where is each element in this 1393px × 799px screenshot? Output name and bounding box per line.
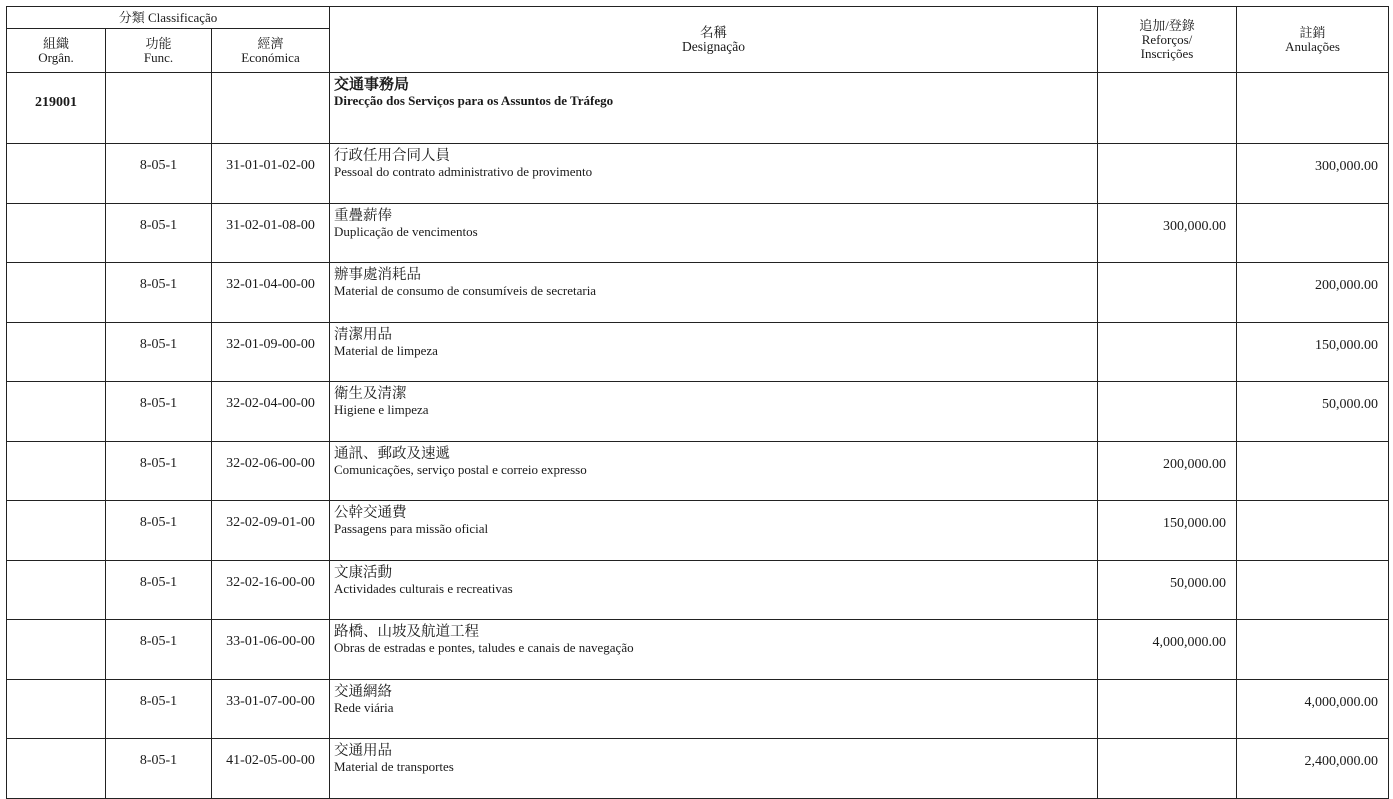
table-row: [7, 203, 1389, 263]
reinforcement-amount: 150,000.00: [1098, 501, 1237, 561]
economic-code: 31-02-01-08-00: [212, 203, 330, 263]
designation-pt: Material de transportes: [334, 759, 454, 774]
economic-code: 32-02-09-01-00: [212, 501, 330, 561]
designation-cell: [330, 263, 1098, 323]
functional-code: 8-05-1: [106, 441, 212, 501]
annulment-amount: 300,000.00: [1237, 144, 1389, 204]
designation-zh: 交通網絡: [334, 683, 392, 700]
reinforcement-amount: [1098, 382, 1237, 442]
organisation-name-zh: 交通事務局: [334, 77, 410, 93]
designation-zh: 路橋、山坡及航道工程: [334, 624, 479, 640]
organisation-name-pt: Direcção dos Serviços para os Assuntos de Tráfego: [334, 93, 614, 108]
functional-header: 功能 Func.: [106, 29, 212, 73]
organic-code: 219001: [7, 73, 106, 144]
functional-code: 8-05-1: [106, 739, 212, 799]
annulment-amount: 200,000.00: [1237, 263, 1389, 323]
functional-code: 8-05-1: [106, 144, 212, 204]
economic-header: 經濟 Económica: [212, 29, 330, 73]
functional-code: 8-05-1: [106, 263, 212, 323]
annulment-amount: [1237, 203, 1389, 263]
annulment-amount: 150,000.00: [1237, 322, 1389, 382]
designation-pt: Obras de estradas e pontes, taludes e canais de navegação: [334, 640, 634, 655]
designation-zh: 清潔用品: [334, 326, 392, 343]
annulment-amount: 50,000.00: [1237, 382, 1389, 442]
economic-code: 33-01-06-00-00: [212, 620, 330, 680]
designation-header: 名稱 Designação: [330, 7, 1098, 73]
table-row: [7, 560, 1389, 620]
economic-code: 32-02-04-00-00: [212, 382, 330, 442]
reinforcement-amount: 50,000.00: [1098, 560, 1237, 620]
functional-code: 8-05-1: [106, 560, 212, 620]
functional-code: 8-05-1: [106, 382, 212, 442]
table-row: [7, 263, 1389, 323]
designation-pt: Pessoal do contrato administrativo de provimento: [334, 164, 593, 179]
functional-code: 8-05-1: [106, 203, 212, 263]
designation-pt: Passagens para missão oficial: [334, 521, 489, 536]
economic-code: 32-02-06-00-00: [212, 441, 330, 501]
designation-cell: [330, 739, 1098, 799]
designation-zh: 通訊、郵政及速遞: [334, 445, 450, 462]
annulment-amount: [1237, 620, 1389, 680]
reinforcements-header: 追加/登錄 Reforços/ Inscrições: [1098, 7, 1237, 73]
designation-zh: 公幹交通費: [334, 505, 407, 521]
designation-pt: Actividades culturais e recreativas: [334, 580, 513, 596]
reinforcement-amount: 300,000.00: [1098, 203, 1237, 263]
functional-code: 8-05-1: [106, 501, 212, 561]
functional-code: 8-05-1: [106, 620, 212, 680]
reinforcement-amount: 200,000.00: [1098, 441, 1237, 501]
designation-zh: 重疊薪俸: [334, 207, 392, 224]
annulment-amount: [1237, 441, 1389, 501]
designation-zh: 文康活動: [334, 564, 392, 581]
economic-code: 32-02-16-00-00: [212, 560, 330, 620]
designation-pt: Comunicações, serviço postal e correio expresso: [334, 461, 587, 477]
reinforcement-amount: [1098, 144, 1237, 204]
reinforcement-amount: [1098, 679, 1237, 739]
economic-code: 32-01-04-00-00: [212, 263, 330, 323]
reinforcement-amount: [1098, 739, 1237, 799]
annulment-amount: [1237, 501, 1389, 561]
designation-cell: [330, 679, 1098, 739]
designation-zh: 行政任用合同人員: [334, 148, 450, 164]
designation-cell: [330, 144, 1098, 204]
organisation-name: [330, 73, 1098, 144]
annulment-amount: 4,000,000.00: [1237, 679, 1389, 739]
designation-cell: [330, 560, 1098, 620]
organisation-row: [7, 73, 1389, 144]
reinforcement-amount: 4,000,000.00: [1098, 620, 1237, 680]
designation-pt: Rede viária: [334, 699, 394, 715]
table-row: [7, 739, 1389, 799]
annulment-amount: [1237, 560, 1389, 620]
organic-header: 組織 Orgân.: [7, 29, 106, 73]
table-row: [7, 382, 1389, 442]
designation-zh: 辦事處消耗品: [334, 267, 421, 283]
economic-code: 33-01-07-00-00: [212, 679, 330, 739]
designation-pt: Material de limpeza: [334, 342, 438, 358]
classification-header: 分類 Classificação: [7, 7, 330, 29]
annulments-header: 註銷 Anulações: [1237, 7, 1389, 73]
designation-cell: [330, 203, 1098, 263]
designation-zh: 衛生及清潔: [334, 386, 407, 402]
functional-code: 8-05-1: [106, 679, 212, 739]
functional-code: 8-05-1: [106, 322, 212, 382]
table-row: [7, 620, 1389, 680]
budget-table: [6, 6, 1389, 799]
reinforcement-amount: [1098, 263, 1237, 323]
table-row: [7, 322, 1389, 382]
table-row: [7, 501, 1389, 561]
designation-zh: 交通用品: [334, 743, 392, 759]
table-row: [7, 144, 1389, 204]
reinforcement-amount: [1098, 322, 1237, 382]
economic-code: 31-01-01-02-00: [212, 144, 330, 204]
designation-cell: [330, 441, 1098, 501]
table-row: [7, 679, 1389, 739]
annulment-amount: 2,400,000.00: [1237, 739, 1389, 799]
designation-pt: Material de consumo de consumíveis de secretaria: [334, 283, 597, 298]
designation-cell: [330, 620, 1098, 680]
economic-code: 32-01-09-00-00: [212, 322, 330, 382]
table-row: [7, 441, 1389, 501]
designation-pt: Higiene e limpeza: [334, 402, 429, 417]
designation-pt: Duplicação de vencimentos: [334, 223, 478, 239]
designation-cell: [330, 382, 1098, 442]
economic-code: 41-02-05-00-00: [212, 739, 330, 799]
designation-cell: [330, 501, 1098, 561]
designation-cell: [330, 322, 1098, 382]
